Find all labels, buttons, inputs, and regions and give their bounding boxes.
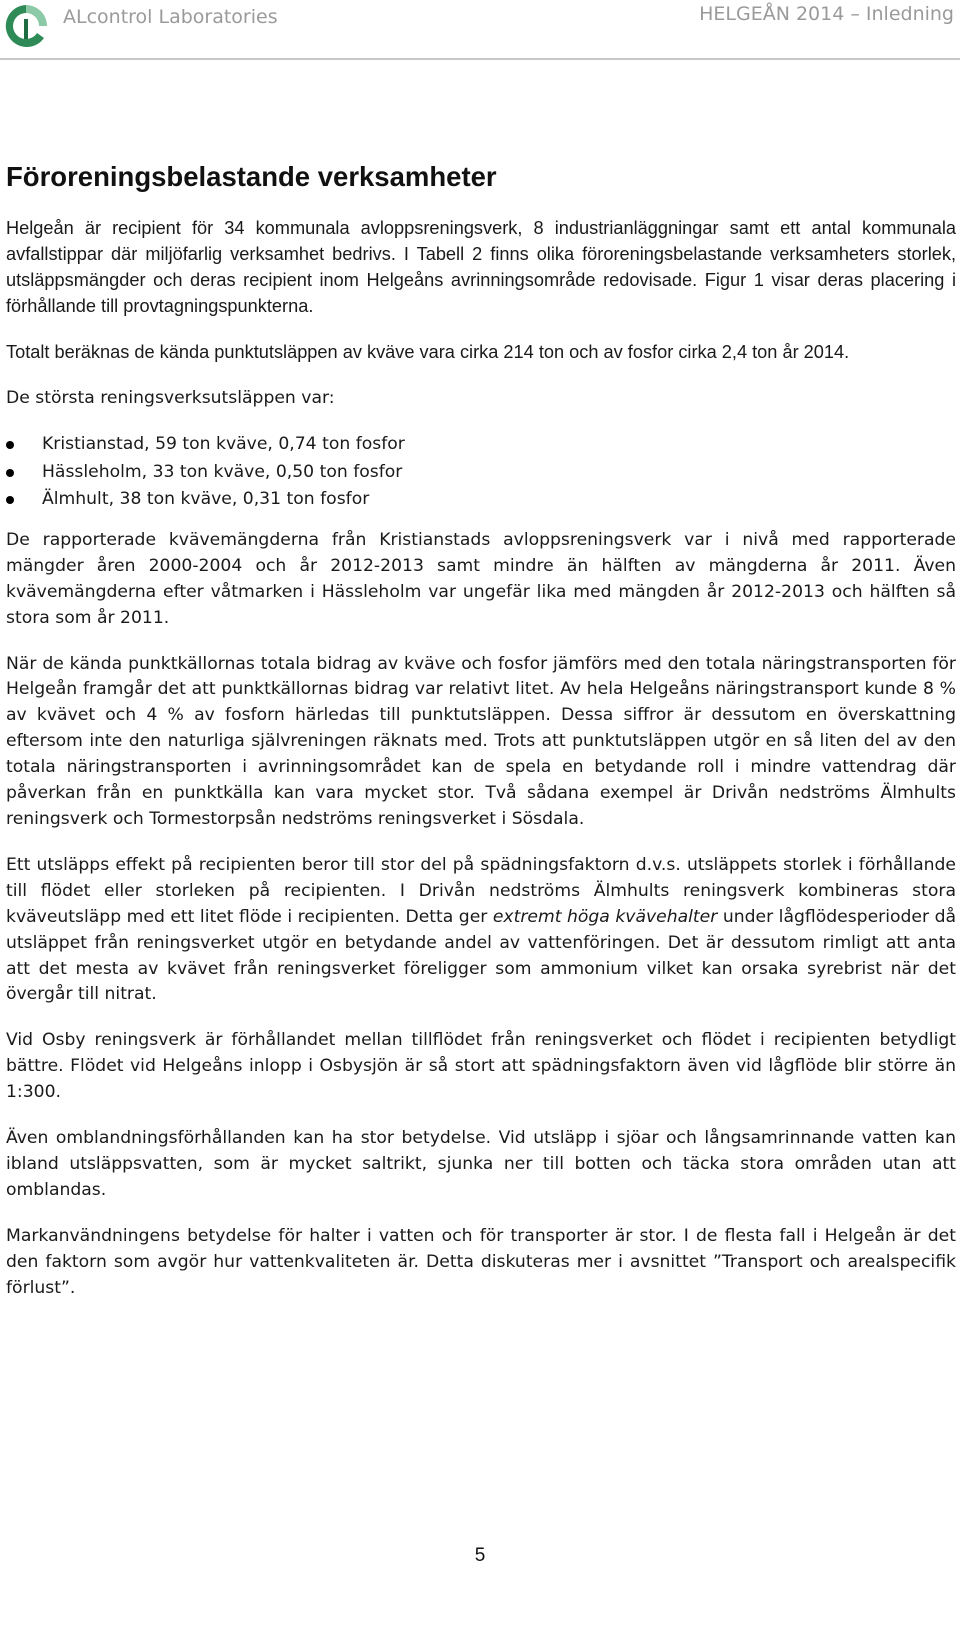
alcontrol-logo-icon (4, 2, 48, 50)
paragraph-kristianstad: De rapporterade kvävemängderna från Kristianstads avloppsreningsverk var i nivå med rapporterade mängder åren 2000-2004 och år 2012-2013 samt mindre än hälften av mängderna år 2011. Även kvävemängderna efter våtmarken i Hässleholm var ungefär lika med mängden år 2012-2013 och hälften så stora som år 2011. (6, 529, 956, 628)
paragraph-dilution: Ett utsläpps effekt på recipienten beror till stor del på spädningsfaktorn d.v.s. utsläppets storlek i förhållande till flödet eller storleken på recipienten. I Drivån nedströms Älmhults reningsverk kombineras stora kväveutsläpp med ett litet flöde i recipienten. Detta ger extremt höga kvävehalter under lågflödesperioder då utsläppet från reningsverket utgör en betydande andel av vattenföringen. Det är dessutom rimligt att anta att det mesta av kvävet från reningsverket föreligger som ammonium vilket kan orsaka syrebrist när det övergår till nitrat. (6, 854, 957, 1005)
bullet-icon (6, 469, 14, 477)
list-item: Älmhult, 38 ton kväve, 0,31 ton fosfor (6, 486, 956, 514)
list-item: Kristianstad, 59 ton kväve, 0,74 ton fosfor (6, 431, 956, 459)
paragraph-point-sources: När de kända punktkällornas totala bidrag av kväve och fosfor jämförs med den totala näringstransporten för Helgeån framgår det att punktkällornas bidrag var relativt litet. Av hela Helgeåns näringstransport kunde 8 % av kvävet och 4 % av fosforn härledas till punktutsläppen. Dessa siffror är dessutom en överskattning eftersom inte den naturliga självreningen räknats med. Trots att punktutsläppen utgör en så liten del av den totala näringstransporten i avrinningsområdet kan de spela en betydande roll i mindre vattendrag där påverkan från en punktkälla kan vara mycket stor. Två sådana exempel är Drivån nedströms Älmhults reningsverk och Tormestorpsån nedströms reningsverket i Sösdala. (6, 653, 956, 829)
paragraph-intro: Helgeån är recipient för 34 kommunala avloppsreningsverk, 8 industrianläggningar samt ett antal kommunala avfallstippar där miljöfarlig verksamhet bedrivs. I Tabell 2 finns olika föroreningsbelastande verksamheters storlek, utsläppsmängder och deras recipient inom Helgeåns avrinningsområde redovisade. Figur 1 visar deras placering i förhållande till provtagningspunkterna. (6, 218, 956, 316)
paragraph-totals: Totalt beräknas de kända punktutsläppen av kväve vara cirka 214 ton och av fosfor cirka 2,4 ton år 2014. (6, 341, 850, 362)
bullet-icon (6, 496, 14, 504)
page-header (0, 0, 960, 60)
section-title: Föroreningsbelastande verksamheter (6, 161, 497, 192)
paragraph-mixing: Även omblandningsförhållanden kan ha stor betydelse. Vid utsläpp i sjöar och långsamrinnande vatten kan ibland utsläppsvatten, som är mycket saltrikt, sjunka ner till botten och täcka stora områden utan att omblandas. (6, 1128, 956, 1200)
bullet-icon (6, 441, 14, 449)
brand-name: ALcontrol Laboratories (63, 6, 278, 28)
paragraph-land-use: Markanvändningens betydelse för halter i vatten och för transporter är stor. I de flesta fall i Helgeån är det den faktorn som avgör hur vattenkvaliteten är. Detta diskuteras mer i avsnittet ”Transport och arealspecifik förlust”. (6, 1225, 956, 1298)
page-number: 5 (474, 1545, 486, 1566)
bullet-list (6, 431, 956, 514)
main-content (6, 160, 956, 1322)
list-item: Hässleholm, 33 ton kväve, 0,50 ton fosfor (6, 459, 956, 487)
paragraph-largest-intro: De största reningsverksutsläppen var: (6, 387, 335, 408)
paragraph-osby: Vid Osby reningsverk är förhållandet mellan tillflödet från reningsverket och flödet i recipienten betydligt bättre. Flödet vid Helgeåns inlopp i Osbysjön är så stort att spädningsfaktorn även vid lågflöde blir större än 1:300. (6, 1030, 956, 1103)
running-header: HELGEÅN 2014 – Inledning (699, 3, 954, 25)
